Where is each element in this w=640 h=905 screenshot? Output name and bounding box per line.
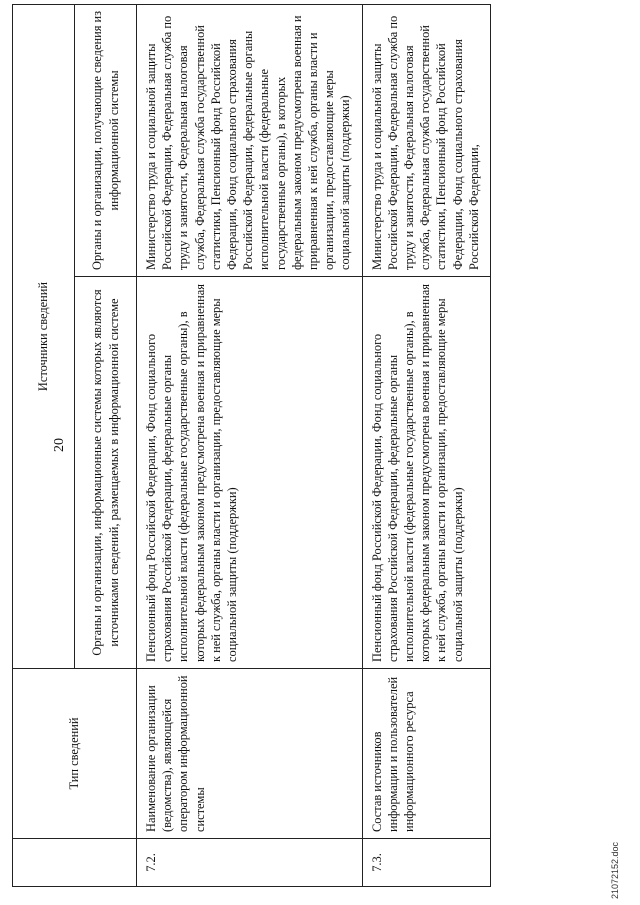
row-providers: Пенсионный фонд Российской Федерации, Фонд социального страхования Российской Федерации, федеральные органы исполнительной власти (федеральные государственные органы), в которых федеральным законом предусмотрена военная и приравненная к ней служба, органы власти и организации, предоставляющие меры социальной защиты (поддержки) — [362, 277, 490, 669]
row-providers: Пенсионный фонд Российской Федерации, Фонд социального страхования Российской Федерации, федеральные органы исполнительной власти (федеральные государственные органы), в которых федеральным законом предусмотрена военная и приравненная к ней служба, органы власти и организации, предоставляющие меры социальной защиты (поддержки) — [137, 277, 363, 669]
page-number: 20 — [52, 438, 67, 452]
header-providers: Органы и организации, информационные системы которых являются источниками сведений, размещаемых в информационной системе — [75, 277, 137, 669]
header-type: Тип сведений — [13, 669, 137, 839]
data-table — [12, 4, 491, 887]
row-type: Наименование организации (ведомства), являющейся оператором информационной системы — [137, 669, 363, 839]
row-receivers: Министерство труда и социальной защиты Российской Федерации, Федеральная служба по труду и занятости, Федеральная налоговая служба, Федеральная служба государственной статистики, Пенсионный фонд Российской Федерации, Фонд социального страхования Российской Федерации, — [362, 4, 490, 276]
header-sources: Источники сведений — [13, 4, 75, 668]
table-row — [137, 4, 363, 886]
table-row — [362, 4, 490, 886]
header-num — [13, 839, 137, 887]
row-receivers: Министерство труда и социальной защиты Российской Федерации, Федеральная служба по труду и занятости, Федеральная налоговая служба, Федеральная служба государственной статистики, Пенсионный фонд Российской Федерации, Фонд социального страхования Российской Федерации, федеральные органы исполнительной власти (федеральные государственные органы), в которых федеральным законом предусмотрена военная и приравненная к ней служба, органы власти и организации, предоставляющие меры социальной защиты (поддержки) — [137, 4, 363, 276]
row-number: 7.3. — [362, 839, 490, 887]
document-code: 21072152.doc — [610, 841, 620, 899]
row-number: 7.2. — [137, 839, 363, 887]
table-header-row — [13, 4, 75, 886]
row-type: Состав источников информации и пользователей информационного ресурса — [362, 669, 490, 839]
header-receivers: Органы и организации, получающие сведения из информационной системы — [75, 4, 137, 276]
